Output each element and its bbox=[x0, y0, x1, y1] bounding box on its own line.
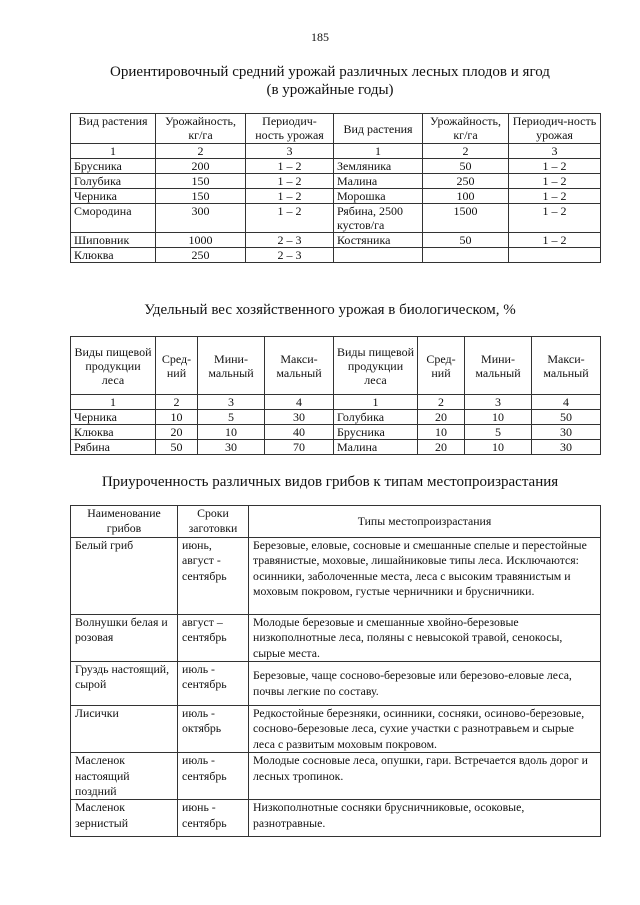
column-number: 3 bbox=[246, 144, 334, 159]
mushroom-table bbox=[70, 505, 601, 837]
table-cell bbox=[334, 248, 423, 263]
table-cell: 250 bbox=[156, 248, 246, 263]
table1-title-line1: Ориентировочный средний урожай различных лесных плодов и ягод bbox=[110, 64, 550, 80]
table-cell: июль - октябрь bbox=[178, 706, 249, 753]
column-header: Периодич-ность урожая bbox=[246, 114, 334, 144]
table1-title-line2: (в урожайные годы) bbox=[266, 82, 394, 98]
table-row bbox=[71, 706, 601, 753]
table-cell: 1 – 2 bbox=[509, 189, 601, 204]
column-header: Макси-мальный bbox=[532, 337, 601, 395]
table-cell: 10 bbox=[465, 440, 532, 455]
column-header: Периодич-ность урожая bbox=[509, 114, 601, 144]
table-cell: июль - сентябрь bbox=[178, 662, 249, 706]
table-row bbox=[71, 800, 601, 837]
table-cell: 20 bbox=[156, 425, 198, 440]
table-cell: 150 bbox=[156, 174, 246, 189]
column-header: Урожайность, кг/га bbox=[156, 114, 246, 144]
column-number: 4 bbox=[532, 395, 601, 410]
table-cell: 1 – 2 bbox=[246, 159, 334, 174]
table-cell: 30 bbox=[198, 440, 265, 455]
table-cell: 1 – 2 bbox=[509, 159, 601, 174]
column-number: 3 bbox=[465, 395, 532, 410]
table-cell bbox=[509, 248, 601, 263]
table-cell: 2 – 3 bbox=[246, 248, 334, 263]
table-cell: Голубика bbox=[71, 174, 156, 189]
table-cell: 50 bbox=[156, 440, 198, 455]
table-cell: 2 – 3 bbox=[246, 233, 334, 248]
column-header: Мини-мальный bbox=[198, 337, 265, 395]
table-cell: 5 bbox=[465, 425, 532, 440]
table-cell: Волнушки белая и розовая bbox=[71, 614, 178, 661]
page-number: 185 bbox=[311, 30, 329, 44]
table-cell: Брусника bbox=[71, 159, 156, 174]
table-cell: 1 – 2 bbox=[246, 189, 334, 204]
table3-title: Приуроченность различных видов грибов к типам местопроизрастания bbox=[101, 474, 559, 490]
table-cell: 50 bbox=[423, 233, 509, 248]
table-cell: Клюква bbox=[71, 425, 156, 440]
table-row bbox=[71, 204, 601, 233]
column-header: Наименование грибов bbox=[71, 506, 178, 538]
column-number: 2 bbox=[156, 395, 198, 410]
column-header: Сред-ний bbox=[418, 337, 465, 395]
table-cell: 40 bbox=[265, 425, 334, 440]
table-row bbox=[71, 159, 601, 174]
table-row bbox=[71, 614, 601, 661]
column-header: Урожайность, кг/га bbox=[423, 114, 509, 144]
table-cell: 20 bbox=[418, 440, 465, 455]
table-cell: Морошка bbox=[334, 189, 423, 204]
table-cell: 5 bbox=[198, 410, 265, 425]
table-cell: 10 bbox=[198, 425, 265, 440]
table-row bbox=[71, 425, 601, 440]
column-header: Вид растения bbox=[334, 114, 423, 144]
table-cell: июль - сентябрь bbox=[178, 753, 249, 800]
table-row bbox=[71, 440, 601, 455]
column-number: 1 bbox=[71, 144, 156, 159]
table-cell: 150 bbox=[156, 189, 246, 204]
table-cell: Рябина, 2500 кустов/га bbox=[334, 204, 423, 233]
column-number: 2 bbox=[418, 395, 465, 410]
column-header: Вид растения bbox=[71, 114, 156, 144]
table-cell: Клюква bbox=[71, 248, 156, 263]
column-number: 4 bbox=[265, 395, 334, 410]
table-cell: Шиповник bbox=[71, 233, 156, 248]
table-cell: 30 bbox=[532, 440, 601, 455]
share-table bbox=[70, 336, 601, 455]
column-header: Типы местопроизрастания bbox=[249, 506, 601, 538]
column-number: 3 bbox=[198, 395, 265, 410]
column-header: Макси-мальный bbox=[265, 337, 334, 395]
column-number: 1 bbox=[71, 395, 156, 410]
table-cell: 50 bbox=[423, 159, 509, 174]
table-row bbox=[71, 537, 601, 614]
column-number: 2 bbox=[156, 144, 246, 159]
column-header: Виды пищевой продукции леса bbox=[334, 337, 418, 395]
table-cell: 1 – 2 bbox=[246, 204, 334, 233]
table-cell: Земляника bbox=[334, 159, 423, 174]
table-cell: июнь, август - сентябрь bbox=[178, 537, 249, 614]
table-cell: Молодые березовые и смешанные хвойно-березовые низкополнотные леса, поляны с невысокой травой, сенокосы, сырые места. bbox=[249, 614, 601, 661]
table-cell: Березовые, еловые, сосновые и смешанные спелые и перестойные травянистые, моховые, лишайниковые типы леса. Исключаются: осинники, заболоченные места, леса с высоким травянистым и моховым покровом, густые черничники и брусничники. bbox=[249, 537, 601, 614]
table-cell: Черника bbox=[71, 189, 156, 204]
table-row bbox=[71, 189, 601, 204]
table2-title: Удельный вес хозяйственного урожая в биологическом, % bbox=[144, 302, 516, 318]
table-cell: Груздь настоящий, сырой bbox=[71, 662, 178, 706]
table-cell: 1500 bbox=[423, 204, 509, 233]
table-cell: Масленок настоящий поздний bbox=[71, 753, 178, 800]
column-number: 2 bbox=[423, 144, 509, 159]
table-cell: 30 bbox=[532, 425, 601, 440]
table-cell: Малина bbox=[334, 440, 418, 455]
table-cell: Молодые сосновые леса, опушки, гари. Встречается вдоль дорог и лесных тропинок. bbox=[249, 753, 601, 800]
table-cell bbox=[423, 248, 509, 263]
table-row bbox=[71, 410, 601, 425]
table-cell: 1 – 2 bbox=[509, 233, 601, 248]
table-cell: 50 bbox=[532, 410, 601, 425]
table-cell: Черника bbox=[71, 410, 156, 425]
table1-title bbox=[60, 63, 600, 99]
table-cell: 100 bbox=[423, 189, 509, 204]
table-cell: Рябина bbox=[71, 440, 156, 455]
table-cell: 200 bbox=[156, 159, 246, 174]
yield-table bbox=[70, 113, 601, 263]
table-cell: 300 bbox=[156, 204, 246, 233]
table-cell: Лисички bbox=[71, 706, 178, 753]
column-header: Виды пищевой продукции леса bbox=[71, 337, 156, 395]
table-cell: 70 bbox=[265, 440, 334, 455]
table-cell: 1 – 2 bbox=[509, 174, 601, 189]
table-cell: 250 bbox=[423, 174, 509, 189]
table-cell: 1 – 2 bbox=[509, 204, 601, 233]
column-header: Сред-ний bbox=[156, 337, 198, 395]
column-header: Мини-мальный bbox=[465, 337, 532, 395]
table-cell: 1 – 2 bbox=[246, 174, 334, 189]
table-cell: Редкостойные березняки, осинники, сосняки, осиново-березовые, сосново-березовые леса, сухие участки с разнотравьем и сырые леса с развитым моховым покровом. bbox=[249, 706, 601, 753]
table-cell: 10 bbox=[156, 410, 198, 425]
table-cell: Голубика bbox=[334, 410, 418, 425]
table-cell: август – сентябрь bbox=[178, 614, 249, 661]
table-cell: Малина bbox=[334, 174, 423, 189]
table-cell: Белый гриб bbox=[71, 537, 178, 614]
table-row bbox=[71, 174, 601, 189]
table-row bbox=[71, 662, 601, 706]
table-cell: 10 bbox=[465, 410, 532, 425]
table-cell: 20 bbox=[418, 410, 465, 425]
column-number: 1 bbox=[334, 395, 418, 410]
table-row bbox=[71, 753, 601, 800]
table-row bbox=[71, 233, 601, 248]
column-number: 3 bbox=[509, 144, 601, 159]
table-cell: Костяника bbox=[334, 233, 423, 248]
column-header: Сроки заготовки bbox=[178, 506, 249, 538]
table-row bbox=[71, 248, 601, 263]
table-cell: Смородина bbox=[71, 204, 156, 233]
table-cell: 30 bbox=[265, 410, 334, 425]
table-cell: 10 bbox=[418, 425, 465, 440]
table-cell: июнь - сентябрь bbox=[178, 800, 249, 837]
column-number: 1 bbox=[334, 144, 423, 159]
table-cell: Брусника bbox=[334, 425, 418, 440]
table-cell: 1000 bbox=[156, 233, 246, 248]
table-cell: Низкополнотные сосняки брусничниковые, осоковые, разнотравные. bbox=[249, 800, 601, 837]
table-cell: Масленок зернистый bbox=[71, 800, 178, 837]
table-cell: Березовые, чаще сосново-березовые или березово-еловые леса, почвы легкие по составу. bbox=[249, 662, 601, 706]
